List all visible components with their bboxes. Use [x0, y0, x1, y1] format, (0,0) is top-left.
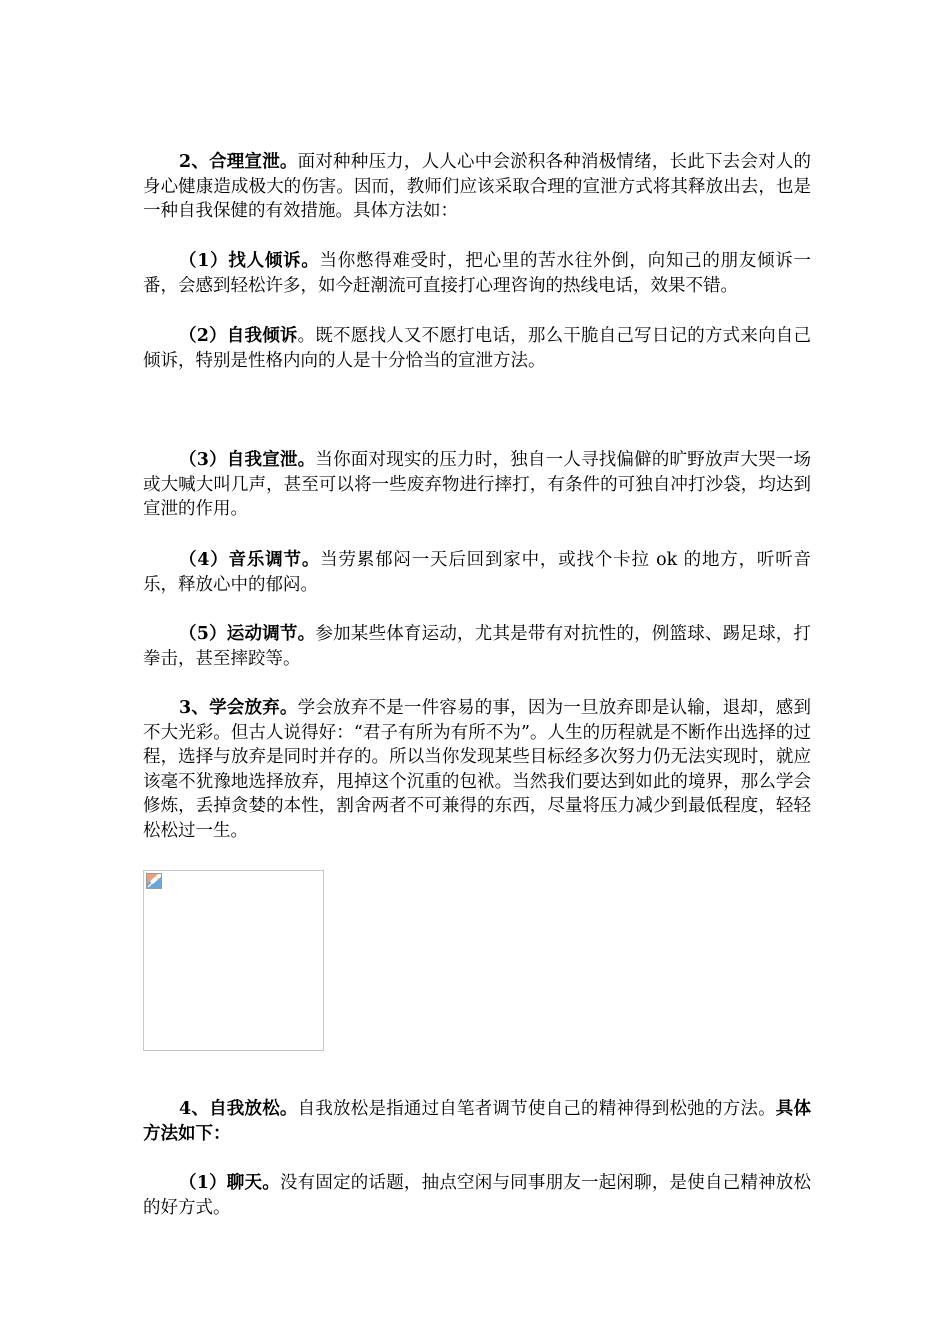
- paragraph-talk-to-someone: [143, 249, 811, 298]
- paragraph-exercise: [143, 622, 811, 671]
- paragraph-heading: （3）自我宣泄。: [179, 450, 316, 470]
- paragraph-heading: （4）音乐调节。: [179, 550, 321, 570]
- paragraph-text: 没有固定的话题，抽点空闲与同事朋友一起闲聊，是使自己精神放松的好方式。: [143, 1173, 811, 1218]
- paragraph-text: 当你憋得难受时，把心里的苦水往外倒，向知己的朋友倾诉一番，会感到轻松许多，如今赶潮流可直接打心理咨询的热线电话，效果不错。: [143, 251, 811, 296]
- paragraph-text: 当你面对现实的压力时，独自一人寻找偏僻的旷野放声大哭一场或大喊大叫几声，甚至可以将一些废弃物进行摔打，有条件的可独自冲打沙袋，均达到宣泄的作用。: [143, 450, 811, 519]
- paragraph-text: 学会放弃不是一件容易的事，因为一旦放弃即是认输，退却，感到不大光彩。但古人说得好：“君子有所为有所不为”。人生的历程就是不断作出选择的过程，选择与放弃是同时并存的。所以当你发现某些目标经多次努力仍无法实现时，就应该毫不犹豫地选择放弃，甩掉这个沉重的包袱。当然我们要达到如此的境界，那么学会修炼，丢掉贪婪的本性，割舍两者不可兼得的东西，尽量将压力减少到最低程度，轻轻松松过一生。: [143, 698, 811, 841]
- paragraph-self-confide: [143, 324, 811, 373]
- paragraph-text: 当劳累郁闷一天后回到家中，或找个卡拉 ok 的地方，听听音乐，释放心中的郁闷。: [143, 550, 812, 595]
- paragraph-heading: 3、学会放弃。: [179, 698, 298, 718]
- paragraph-heading: 2、合理宣泄。: [179, 152, 298, 172]
- paragraph-text: 自我放松是指通过自笔者调节使自己的精神得到松弛的方法。: [297, 1099, 776, 1119]
- paragraph-heading: 4、自我放松。: [179, 1099, 298, 1119]
- image-placeholder: [143, 870, 324, 1051]
- paragraph-text: 。既不愿找人又不愿打电话，那么干脆自己写日记的方式来向自己倾诉，特别是性格内向的人是十分恰当的宣泄方法。: [143, 326, 811, 371]
- paragraph-chat: [143, 1171, 811, 1220]
- broken-image-icon: [146, 873, 162, 889]
- paragraph-heading: （1）找人倾诉。: [179, 251, 320, 271]
- paragraph-reasonable-venting: [143, 150, 811, 224]
- paragraph-self-venting: [143, 448, 811, 522]
- paragraph-music: [143, 548, 811, 597]
- paragraph-text: 面对种种压力，人人心中会淤积各种消极情绪，长此下去会对人的身心健康造成极大的伤害。因而，教师们应该采取合理的宣泄方式将其释放出去，也是一种自我保健的有效措施。具体方法如：: [143, 152, 811, 221]
- paragraph-learn-to-give-up: [143, 696, 811, 843]
- paragraph-self-relaxation: [143, 1097, 811, 1146]
- paragraph-heading: （5）运动调节。: [179, 624, 316, 644]
- paragraph-heading: （2）自我倾诉: [179, 326, 298, 346]
- paragraph-tail-bold: 具体方法如下：: [143, 1099, 811, 1144]
- paragraph-text: 参加某些体育运动，尤其是带有对抗性的，例篮球、踢足球，打拳击，甚至摔跤等。: [143, 624, 811, 669]
- paragraph-heading: （1）聊天。: [179, 1173, 280, 1193]
